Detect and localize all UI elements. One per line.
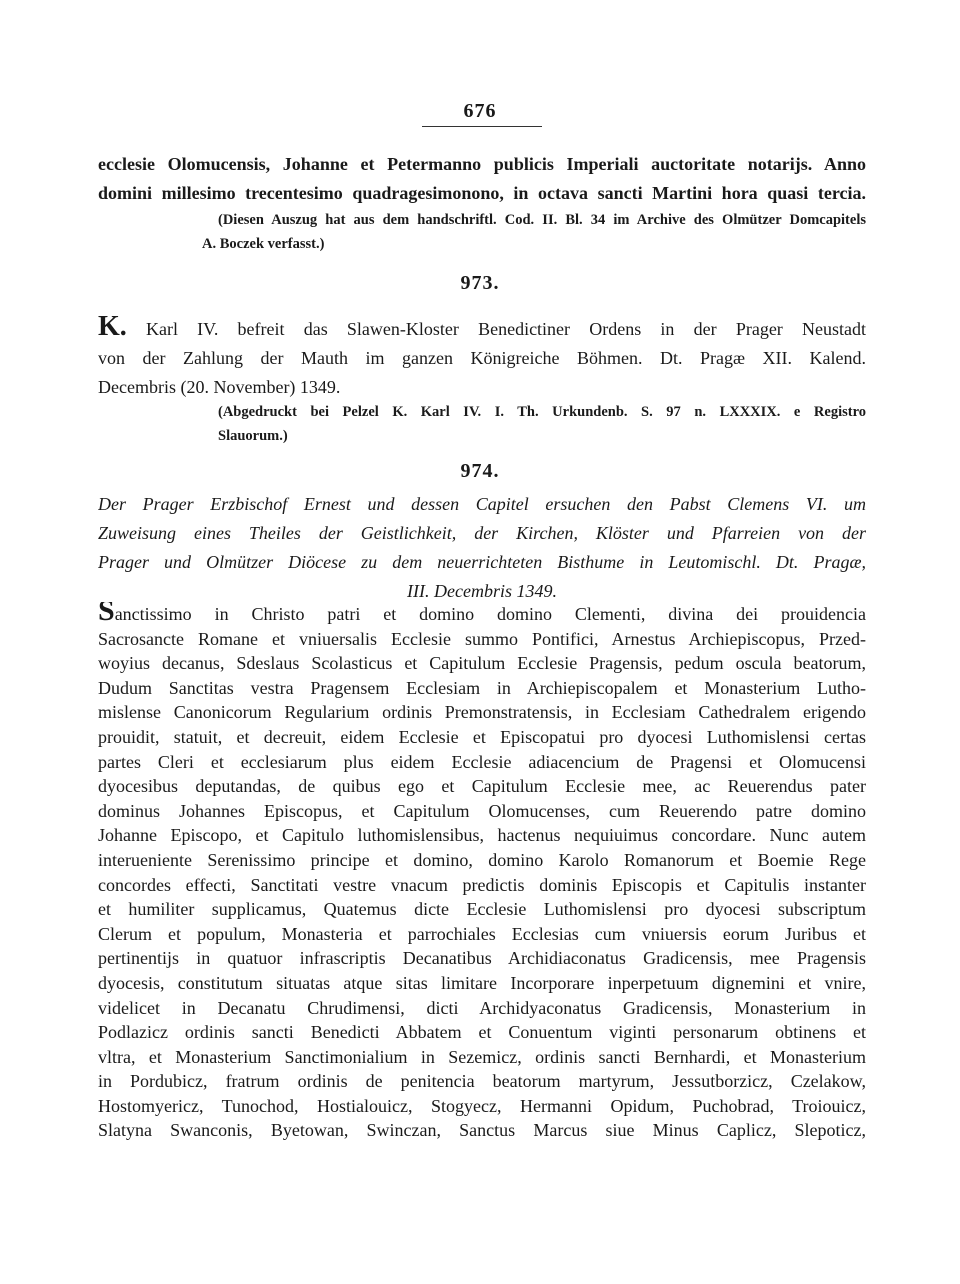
document-974-body bbox=[98, 602, 866, 1143]
document-number-973: 973. bbox=[460, 272, 500, 294]
document-974-heading bbox=[98, 490, 866, 606]
body-line: Clerum et populum, Monasteria et parrochiales Ecclesias cum vniuersis eorum Juribus et bbox=[98, 923, 866, 944]
heading-line-text: Karl IV. befreit das Slawen-Kloster Benedictiner Ordens in der Prager Neustadt bbox=[145, 319, 866, 339]
note-line: (Diesen Auszug hat aus dem handschriftl. Cod. II. Bl. 34 im Archive des Olmützer Domcapitels bbox=[218, 212, 866, 228]
page-header bbox=[0, 100, 960, 123]
drop-cap: S bbox=[98, 602, 115, 627]
body-line: Johanne Episcopo, et Capitulo luthomislensibus, hactenus nequiuimus concordare. Nunc autem bbox=[98, 825, 866, 846]
body-line: prouidit, statuit, et decreuit, eidem Ecclesie et Episcopatui pro dyocesi Luthomislensi certas bbox=[98, 726, 866, 747]
body-line: Sacrosancte Romane et vniuersalis Ecclesie summo Pontifici, Arnestus Archiepiscopus, Przed- bbox=[98, 628, 866, 649]
source-note-972 bbox=[202, 208, 866, 256]
body-line: woyius decanus, Sdeslaus Scolasticus et Capitulum Ecclesie Pragensis, pedum oscula beatorum, bbox=[98, 653, 866, 674]
source-note-973 bbox=[218, 400, 866, 448]
body-line: Hostomyericz, Tunochod, Hostialouicz, Stogyecz, Hermanni Opidum, Puchobrad, Troiouicz, bbox=[98, 1095, 866, 1116]
body-line: dominus Johannes Episcopus, et Capitulum Olomucenses, cum Reuerendo patre domino bbox=[98, 800, 866, 821]
heading-line: Der Prager Erzbischof Ernest und dessen Capitel ersuchen den Pabst Clemens VI. um bbox=[98, 494, 866, 514]
note-line: (Abgedruckt bei Pelzel K. Karl IV. I. Th. Urkundenb. S. 97 n. LXXXIX. e Registro bbox=[218, 404, 866, 420]
body-line: concordes effecti, Sanctitati vestre vnacum predictis dominis Episcopis et Capitulis instanter bbox=[98, 874, 866, 895]
text-line: domini millesimo trecentesimo quadragesimonono, in octava sancti Martini hora quasi tercia. bbox=[98, 183, 866, 203]
heading-initial: K. bbox=[98, 312, 127, 342]
body-line: partes Cleri et ecclesiarum plus eidem Ecclesie adiacencium de Pragensi et Olomucensi bbox=[98, 751, 866, 772]
note-line: A. Boczek verfasst.) bbox=[202, 236, 325, 252]
heading-line bbox=[98, 312, 866, 344]
page-number: 676 bbox=[463, 100, 497, 122]
body-line: interueniente Serenissimo principe et domino, domino Karolo Romanorum et Boemie Rege bbox=[98, 849, 866, 870]
heading-line: Zuweisung eines Theiles der Geistlichkeit, der Kirchen, Klöster und Pfarreien von der bbox=[98, 523, 866, 543]
body-line: vltra, et Monasterium Sanctimonialium in Sezemicz, ordinis sancti Bernhardi, et Monasterium bbox=[98, 1046, 866, 1067]
body-line: in Pordubicz, fratrum ordinis de penitencia beatorum martyrum, Jessutborzicz, Czelakow, bbox=[98, 1071, 866, 1092]
body-line: Podlazicz ordinis sancti Benedicti Abbatem et Conuentum viginti personarum obtinens et bbox=[98, 1022, 866, 1043]
continuation-text bbox=[98, 150, 866, 208]
body-line: Slatyna Swanconis, Byetowan, Swinczan, Sanctus Marcus siue Minus Caplicz, Slepoticz, bbox=[98, 1120, 866, 1141]
heading-line: Prager und Olmützer Diöcese zu dem neuerrichteten Bisthume in Leutomischl. Dt. Pragæ, bbox=[98, 552, 866, 572]
body-line: dyocesis, constitutum situatas atque sitas limitare Incorporare inperpetuum dignemini et vnire, bbox=[98, 972, 866, 993]
body-line: dyocesibus deputandas, de quibus ego et Capitulum Ecclesie mee, ac Reuerendus pater bbox=[98, 776, 866, 797]
body-line: Dudum Sanctitas vestra Pragensem Ecclesiam in Archiepiscopalem et Monasterium Lutho- bbox=[98, 677, 866, 698]
body-first-line-text: anctissimo in Christo patri et domino domino Clementi, divina dei prouidencia bbox=[114, 604, 866, 624]
heading-line: Decembris (20. November) 1349. bbox=[98, 377, 341, 397]
body-line: pertinentijs in quatuor infrascriptis Decanatibus Archidiaconatus Gradicensis, mee Pragensis bbox=[98, 948, 866, 969]
body-line: videlicet in Decanatu Chrudimensi, dicti Archidyaconatus Gradicensis, Monasterium in bbox=[98, 997, 866, 1018]
body-line: mislense Canonicorum Regularium ordinis Premonstratensis, in Ecclesiam Cathedralem erigendo bbox=[98, 702, 866, 723]
note-line: Slauorum.) bbox=[218, 428, 288, 444]
document-973-heading bbox=[98, 312, 866, 402]
document-number-974: 974. bbox=[460, 460, 500, 482]
header-rule bbox=[422, 126, 542, 127]
heading-line: III. Decembris 1349. bbox=[407, 581, 557, 601]
heading-line: von der Zahlung der Mauth im ganzen Königreiche Böhmen. Dt. Pragæ XII. Kalend. bbox=[98, 348, 866, 368]
text-line: ecclesie Olomucensis, Johanne et Petermanno publicis Imperiali auctoritate notarijs. Anno bbox=[98, 154, 866, 174]
body-line bbox=[98, 602, 866, 627]
body-line: et humiliter supplicamus, Quatemus dicte Ecclesie Luthomislensi pro dyocesi subscriptum bbox=[98, 899, 866, 920]
